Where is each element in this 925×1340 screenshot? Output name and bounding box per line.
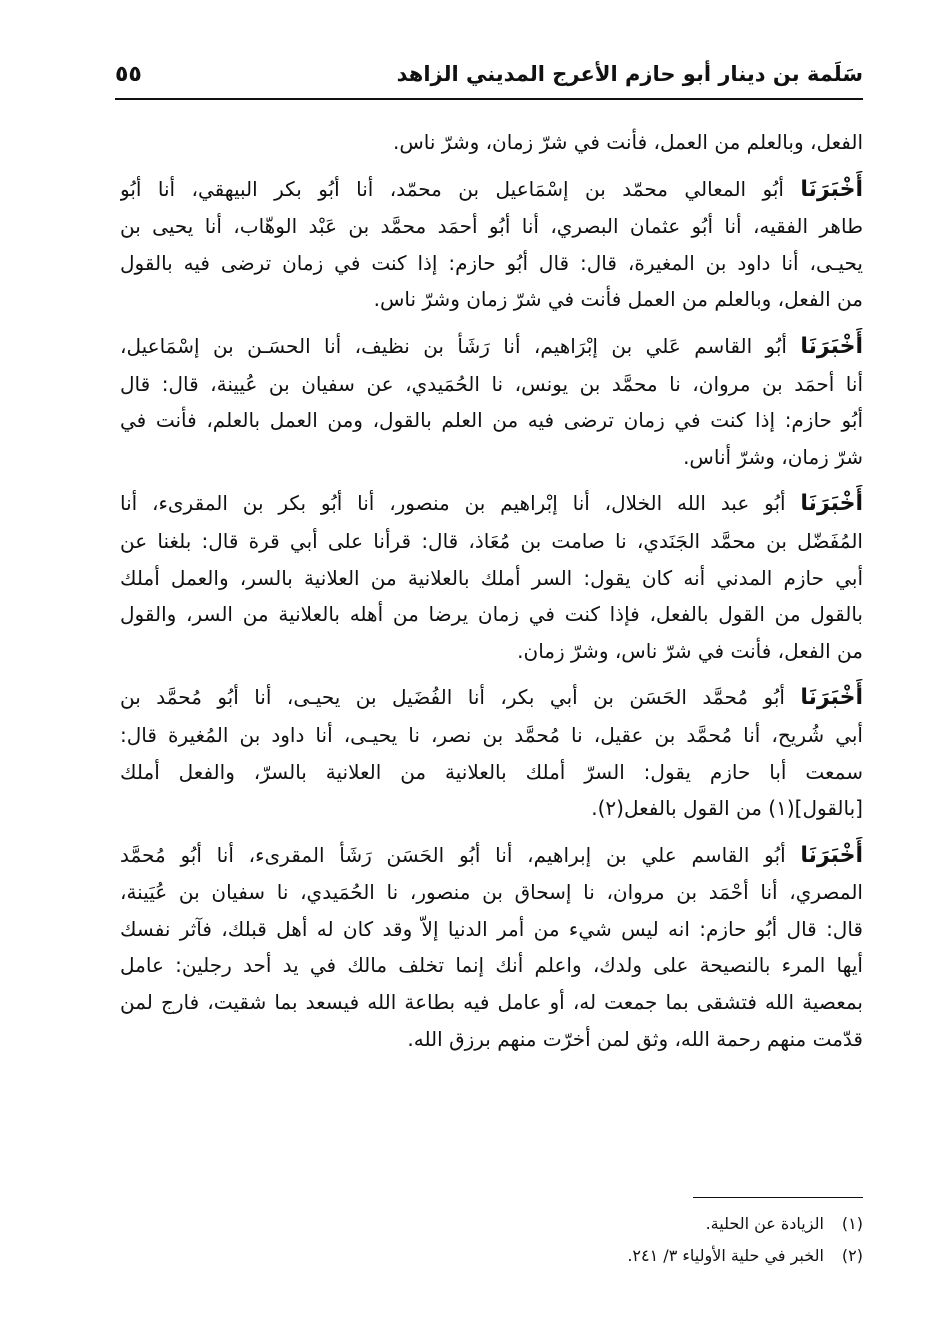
text-line — [120, 245, 863, 282]
text-line — [120, 679, 863, 717]
narration-keyword: أَخْبَرَنَا — [800, 685, 863, 711]
line-text: سمعت أبا حازم يقول: السرّ أملك بالعلانية من العلانية بالسرّ، والفعل أملك — [120, 759, 863, 784]
line-text: من الفعل، فأنت في شرّ ناس، وشرّ زمان. — [517, 638, 863, 663]
text-line — [120, 837, 863, 875]
line-text: شرّ زمان، وشرّ أناس. — [683, 444, 863, 469]
line-text: أبي حازم المدني أنه كان يقول: السر أملك بالعلانية من العلانية بالسر، والعمل أملك — [120, 565, 863, 590]
narration-keyword: أَخْبَرَنَا — [800, 491, 863, 517]
text-line — [120, 124, 863, 161]
paragraph — [120, 328, 863, 475]
narration-keyword: أَخْبَرَنَا — [800, 842, 863, 868]
line-text: أبُو القاسم عَلي بن إبْرَاهيم، أنا رَشَأ بن نظيف، أنا الحسَـن بن إسْمَاعيل، — [120, 333, 787, 358]
text-line — [120, 633, 863, 670]
text-line — [120, 281, 863, 318]
line-text: بمعصية الله فتشقى بما جمعت له، أو عامل فيه بطاعة الله فيسعد بما شقيت، فارج لمن — [120, 990, 863, 1015]
text-line — [120, 328, 863, 366]
paragraph — [120, 679, 863, 826]
footnote-number: (٢) — [841, 1246, 863, 1265]
footnote-text: الزيادة عن الحلية. — [705, 1214, 824, 1233]
narration-keyword: أَخْبَرَنَا — [800, 333, 863, 359]
paragraph-gap — [120, 827, 863, 837]
text-line — [120, 523, 863, 560]
paragraph-gap — [120, 161, 863, 171]
line-text: يحيـى، أنا داود بن المغيرة، قال: قال أبُو حازم: إذا كنت في زمان ترضى فيه بالقول — [120, 250, 863, 275]
line-text: أبي شُريح، أنا مُحمَّد بن عقيل، نا مُحمَّد بن نصر، نا يحيـى، أنا داود بن المُغيرة قال: — [120, 722, 863, 747]
line-text: أبُو القاسم علي بن إبراهيم، أنا أبُو الحَسَن رَشَأ المقرىء، أنا أبُو مُحمَّد — [120, 842, 786, 867]
paragraph-gap — [120, 669, 863, 679]
text-line — [120, 984, 863, 1021]
line-text: أنا أحمَد بن مروان، نا محمَّد بن يونس، نا الحُمَيدي، عن سفيان بن عُيينة، قال: قال — [120, 371, 863, 396]
text-line — [120, 947, 863, 984]
text-line — [120, 790, 863, 827]
page-header — [115, 58, 863, 100]
footnote-divider — [693, 1197, 863, 1198]
text-line — [120, 596, 863, 633]
line-text: بالقول من القول بالفعل، فإذا كنت في زمان يرضا من أهله بالعلانية من السر، والقول — [120, 602, 863, 627]
line-text: قدّمت منهم رحمة الله، وثق لمن أخرّت منهم برزق الله. — [407, 1026, 863, 1051]
footnote-item — [300, 1208, 863, 1240]
text-line — [120, 717, 863, 754]
paragraph — [120, 124, 863, 161]
line-text: أيها المرء بالنصيحة على ولدك، واعلم أنك إنما تخلف مالك في يد أحد رجلين: عامل — [120, 953, 863, 978]
running-title: سَلَمة بن دينار أبو حازم الأعرج المديني الزاهد — [396, 62, 863, 86]
line-text: أبُو المعالي محمّد بن إسْمَاعيل بن محمّد، أنا أبُو بكر البيهقي، أنا أبُو — [120, 176, 784, 201]
text-line — [120, 1021, 863, 1058]
text-line — [120, 485, 863, 523]
text-line — [120, 171, 863, 209]
text-line — [120, 439, 863, 476]
line-text: [بالقول](١) من القول بالفعل(٢). — [591, 796, 863, 821]
text-line — [120, 754, 863, 791]
paragraph — [120, 485, 863, 669]
line-text: أبُو حازم: إذا كنت في زمان ترضى فيه من العلم بالقول، ومن العمل بالعلم، فأنت في — [120, 408, 863, 433]
main-text — [120, 124, 863, 1057]
footnotes — [300, 1208, 863, 1272]
narration-keyword: أَخْبَرَنَا — [800, 176, 863, 202]
text-line — [120, 208, 863, 245]
footnote-text: الخبر في حلية الأولياء ٣/ ٢٤١. — [627, 1246, 824, 1265]
page-number: ٥٥ — [115, 62, 142, 87]
line-text: أبُو مُحمَّد الحَسَن بن أبي بكر، أنا الفُضَيل بن يحيـى، أنا أبُو مُحمَّد بن — [120, 685, 785, 710]
line-text: الفعل، وبالعلم من العمل، فأنت في شرّ زمان، وشرّ ناس. — [393, 130, 863, 154]
text-line — [120, 560, 863, 597]
line-text: من الفعل، وبالعلم من العمل فأنت في شرّ زمان وشرّ ناس. — [373, 287, 863, 312]
line-text: المصري، أنا أحْمَد بن مروان، نا إسحاق بن منصور، نا الحُمَيدي، نا سفيان بن عُيَينة، — [120, 880, 863, 905]
text-line — [120, 402, 863, 439]
line-text: قال: قال أبُو حازم: انه ليس شيء من أمر الدنيا إلاّ وقد كان له أهل قبلك، فآثر نفسك — [120, 916, 863, 941]
paragraph-gap — [120, 318, 863, 328]
text-line — [120, 366, 863, 403]
footnote-number: (١) — [841, 1214, 863, 1233]
text-line — [120, 874, 863, 911]
paragraph — [120, 171, 863, 318]
line-text: المُفَضّل بن محمَّد الجَنَدي، نا صامت بن مُعَاذ، قال: قرأنا على أبي قرة قال: بلغنا عن — [120, 528, 863, 553]
paragraph — [120, 837, 863, 1058]
line-text: طاهر الفقيه، أنا أبُو عثمان البصري، أنا أبُو أحمَد محمَّد بن عَبْد الوهّاب، أنا يحيى بن — [120, 214, 863, 239]
footnote-item — [300, 1240, 863, 1272]
paragraph-gap — [120, 475, 863, 485]
line-text: أبُو عبد الله الخلال، أنا إبْراهيم بن منصور، أنا أبُو بكر بن المقرىء، أنا — [120, 491, 786, 516]
text-line — [120, 911, 863, 948]
